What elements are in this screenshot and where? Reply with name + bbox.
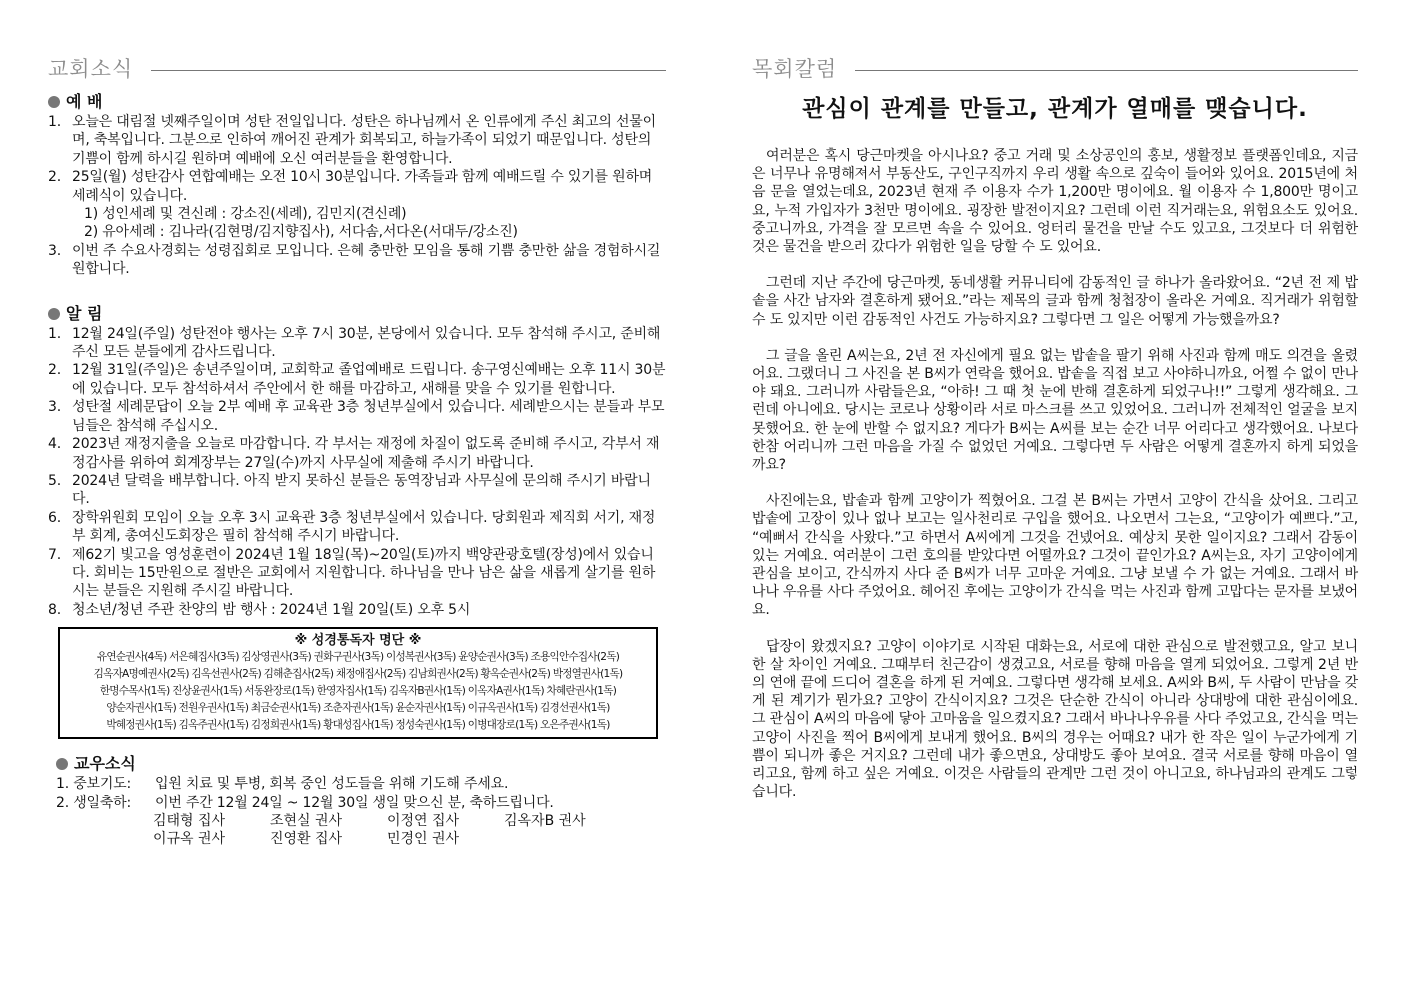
bible-reading-row: 양순자권사(1독) 전원우권사(1독) 최금순권사(1독) 조춘자권사(1독) 윤순자권사(1독) 이규옥권사(1독) 김경선권사(1독) [106, 702, 610, 715]
worship-heading: 예 배 [48, 91, 666, 112]
header-rule [151, 70, 666, 71]
faculty-heading: 교우소식 [48, 753, 666, 774]
birthday-names-row: 이규옥 권사 진영환 집사 민경인 권사 [153, 831, 460, 848]
column-headline: 관심이 관계를 만들고, 관계가 열매를 맺습니다. [802, 96, 1308, 122]
list-item: 5. 2024년 달력을 배부합니다. 아직 받지 못하신 분들은 동역장님과 사무실에 문의해 주시기 바랍니다. [48, 472, 651, 508]
list-item: 2. 생일축하: 이번 주간 12월 24일 ~ 12월 30일 생일 맞으신 분, 축하드립니다. [56, 794, 554, 811]
list-item: 1. 12월 24일(주일) 성탄전야 행사는 오후 7시 30분, 본당에서 있습니다. 모두 참석해 주시고, 준비해 주신 모든 분들에게 감사드립니다. [48, 325, 661, 361]
column-paragraph: 여러분은 혹시 당근마켓을 아시나요? 중고 거래 및 소상공인의 홍보, 생활정보 플랫폼인데요, 지금은 너무나 유명해져서 부동산도, 구인구직까지 우리 생활 속으로 깊숙이 들어와 있어요. 2015년에 처음 문을 열었는데요, 2023년 현재 주 이용자 수가 1,200만 명이에요. 월 이용자 수 1,800만 명이고요, 누적 가입자가 3천만 명이에요. 굉장한 발전이지요? 그런데 이런 직거래는요, 위험요소도 있어요. 중고니까요, 가격을 잘 모르면 속을 수 있어요. 엉터리 물건을 만날 수도 있고요, 그것보다 더 위험한 것은 물건을 받으러 갔다가 위험한 일을 당할 수 도 있어요. [752, 148, 1358, 256]
column-paragraph: 그 글을 올린 A씨는요, 2년 전 자신에게 필요 없는 밥솥을 팔기 위해 사진과 함께 매도 의견을 올렸어요. 그랬더니 그 사진을 본 B씨가 연락을 했어요. 밥솥을 직접 보고 사야하니까요, 어쩔 수 없이 만나야 돼요. 그러니까 사람들은요, “아하! 그 때 첫 눈에 반해 결혼하게 되었구나!!” 그렇게 생각해요. 그런데 아니에요. 당시는 코로나 상황이라 서로 마스크를 쓰고 있었어요. 그러니까 전체적인 얼굴을 보지 못했어요. 한 눈에 반할 수 없지요? 게다가 B씨는 A씨를 보는 순간 너무 어리다고 생각했어요. 나보다 한참 어리니까 그런 마음을 가질 수 없었던 거예요. 그렇다면 두 사람은 어떻게 결혼까지 하게 되었을까요? [752, 347, 1358, 474]
birthday-names-row: 김태형 집사 조현실 권사 이정연 집사 김옥자B 권사 [153, 812, 586, 829]
pastor-column [752, 48, 1358, 820]
list-item: 6. 장학위원회 모임이 오늘 오후 3시 교육관 3층 청년부실에서 있습니다. 당회원과 제직회 서기, 재정부 회계, 총여신도회장은 필히 참석해 주시기 바랍니다. [48, 509, 656, 545]
column-paragraph: 그런데 지난 주간에 당근마켓, 동네생활 커뮤니티에 감동적인 글 하나가 올라왔어요. “2년 전 제 밥솥을 사간 남자와 결혼하게 됐어요.”라는 제목의 글과 함께 청첩장이 올라온 거예요. 직거래가 위험할 수 도 있지만 이런 감동적인 사건도 가능하지요? 그렇다면 그 일은 어떻게 가능했을까요? [752, 275, 1358, 328]
baptism-adult: 1) 성인세례 및 견신례 : 강소진(세례), 김민지(견신례) [84, 206, 407, 223]
baptism-infant: 2) 유아세례 : 김나라(김현명/김지향집사), 서다솜,서다온(서대두/강소진) [84, 224, 518, 241]
list-item: 7. 제62기 빛고을 영성훈련이 2024년 1월 18일(목)~20일(토)까지 백양관광호텔(장성)에서 있습니다. 회비는 15만원으로 절반은 교회에서 지원합니다. 하나님을 만나 남은 삶을 새롭게 살기를 원하시는 분들은 지원해 주시길 바랍니다. [48, 546, 656, 600]
list-item: 8. 청소년/청년 주관 찬양의 밤 행사 : 2024년 1월 20일(토) 오후 5시 [48, 601, 471, 618]
list-item: 3. 성탄절 세례문답이 오늘 2부 예배 후 교육관 3층 청년부실에서 있습니다. 세례받으시는 분들과 부모님들은 참석해 주십시오. [48, 399, 665, 434]
bible-reading-title: ※ 성경통독자 명단 ※ [294, 633, 422, 649]
list-item: 3. 이번 주 수요사경회는 성령집회로 모입니다. 은혜 충만한 모임을 통해 기쁨 충만한 삶을 경험하시길 원합니다. [48, 242, 661, 278]
list-item: 4. 2023년 재정지출을 오늘로 마감합니다. 각 부서는 재정에 차질이 없도록 준비해 주시고, 각부서 재정감사를 위하여 회계장부는 27일(수)까지 사무실에 제출해 주시기 바랍니다. [48, 436, 660, 471]
bullet-dot-icon [48, 308, 60, 320]
bible-reading-row: 박혜정권사(1독) 김옥주권사(1독) 김정희권사(1독) 황대성집사(1독) 정성숙권사(1독) 이병대장로(1독) 오은주권사(1독) [106, 719, 610, 732]
bible-reading-row: 김옥자A명예권사(2독) 김옥선권사(2독) 김해춘집사(2독) 채정애집사(2독) 김남희권사(2독) 황옥순권사(2독) 박정열권사(1독) [93, 668, 623, 681]
notices-list [48, 325, 666, 620]
pastor-column-header [752, 48, 1358, 88]
church-news-column [48, 48, 666, 849]
worship-list-2 [48, 242, 666, 279]
bullet-dot-icon [56, 758, 68, 770]
bible-reading-row: 한명수목사(1독) 진상윤권사(1독) 서동완장로(1독) 한영자집사(1독) 김옥자B권사(1독) 이옥자A권사(1독) 차혜란권사(1독) [99, 685, 617, 698]
worship-list [48, 113, 666, 205]
list-item: 2. 12월 31일(주일)은 송년주일이며, 교회학교 졸업예배로 드립니다. 송구영신예배는 오후 11시 30분에 있습니다. 모두 참석하셔서 주안에서 한 해를 마감하고, 새해를 맞을 수 있기를 원합니다. [48, 362, 666, 397]
list-item: 2. 25일(월) 성탄감사 연합예배는 오전 10시 30분입니다. 가족들과 함께 예배드릴 수 있기를 원하며 세례식이 있습니다. [48, 169, 653, 204]
bible-reading-row: 유연순권사(4독) 서은혜집사(3독) 김상영권사(3독) 권화구권사(3독) 이성복권사(3독) 윤양순권사(3독) 조용익안수집사(2독) [96, 651, 620, 664]
church-news-title: 교회소식 [48, 57, 134, 81]
header-rule [855, 70, 1358, 71]
notices-heading: 알 림 [48, 303, 666, 324]
pastor-column-title: 목회칼럼 [752, 57, 838, 81]
church-news-header [48, 48, 666, 88]
bible-reading-box [58, 627, 658, 739]
column-paragraph: 답장이 왔겠지요? 고양이 이야기로 시작된 대화는요, 서로에 대한 관심으로 발전했고요, 알고 보니 한 살 차이인 거예요. 그때부터 친근감이 생겼고요, 서로를 향해 마음을 열게 되었어요. 그렇게 2년 반의 연애 끝에 드디어 결혼을 하게 된 거예요. 그렇다면 생각해 보세요. A씨와 B씨, 두 사람이 만남을 갖게 된 계기가 뭔가요? 고양이 간식이지요? 그것은 단순한 간식이 아니라 상대방에 대한 관심이에요. 그 관심이 A씨의 마음에 닿아 고마움을 일으켰지요? 그래서 바나나우유를 사다 주었고요, 간식을 먹는 고양이 사진을 찍어 B씨에게 보내게 했어요. B씨의 경우는 어때요? 내가 한 작은 일이 누군가에게 기쁨이 되니까 좋은 거지요? 그런데 내가 좋으면요, 상대방도 좋아 보여요. 결국 서로를 향해 마음이 열리고요, 함께 하고 싶은 거예요. 이것은 사람들의 관계만 그런 것이 아니고요, 하나님과의 관계도 그렇습니다. [752, 638, 1358, 801]
faculty-list [48, 775, 666, 812]
list-item: 1. 오늘은 대림절 넷째주일이며 성탄 전일입니다. 성탄은 하나님께서 온 인류에게 주신 최고의 선물이며, 축복입니다. 그분으로 인하여 깨어진 관계가 회복되고, 하늘가족이 되었기 때문입니다. 성탄의 기쁨이 함께 하시길 원하며 예배에 오신 여러분들을 환영합니다. [48, 114, 656, 167]
list-item: 1. 중보기도: 입원 치료 및 투병, 회복 중인 성도들을 위해 기도해 주세요. [56, 776, 509, 793]
column-paragraph: 사진에는요, 밥솥과 함께 고양이가 찍혔어요. 그걸 본 B씨는 가면서 고양이 간식을 샀어요. 그리고 밥솥에 고장이 있나 없나 보고는 일사천리로 구입을 했어요. 나오면서 그는요, “고양이가 예쁘다.”고, “예뻐서 간식을 사왔다.”고 하면서 A씨에게 그것을 건넸어요. 예상치 못한 일이지요? 그래서 감동이 있는 거예요. 여러분이 그런 호의를 받았다면 어떨까요? 그것이 끝인가요? A씨는요, 자기 고양이에게 관심을 보이고, 간식까지 사다 준 B씨가 너무 고마운 거예요. 그냥 보낼 수 가 없는 거예요. 그래서 바나나 우유를 사다 주었어요. 헤어진 후에는 고양이가 간식을 먹는 사진과 함께 고맙다는 문자를 보냈어요. [752, 493, 1358, 619]
bullet-dot-icon [48, 96, 60, 108]
